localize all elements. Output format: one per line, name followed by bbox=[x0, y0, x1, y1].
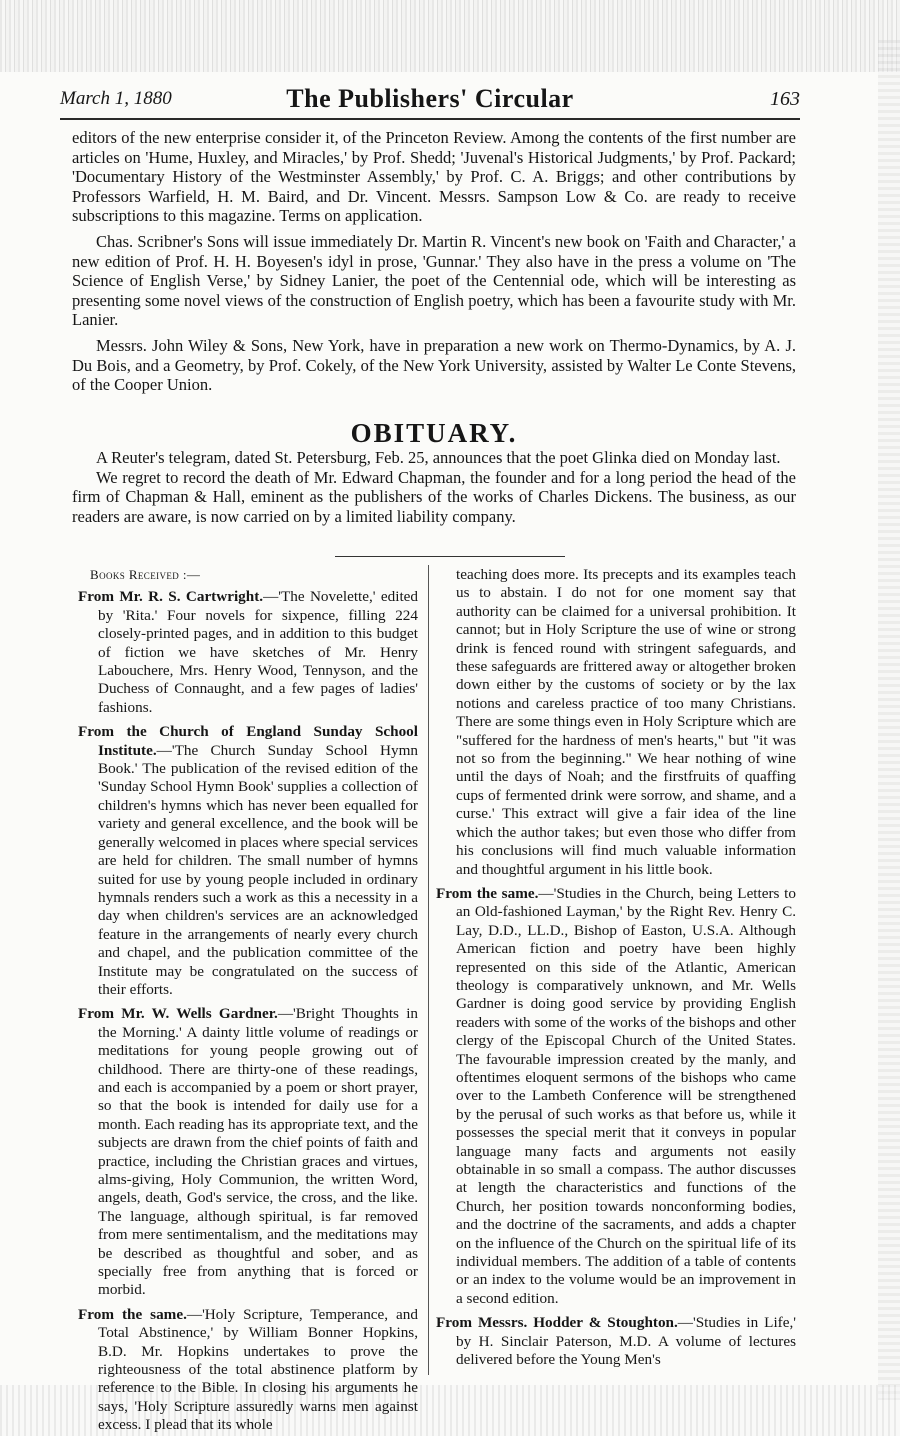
obituary-paragraph-1: A Reuter's telegram, dated St. Petersburg, Feb. 25, announces that the poet Glinka died on Monday last. bbox=[96, 448, 781, 467]
entry-text: —'The Novelette,' edited by 'Rita.' Four novels for sixpence, filling 224 closely-printed pages, and in addition to this budget of fiction we have sketches of Mr. Henry Labouchere, Mrs. Henry Wood, Tennyson, and the Duchess of Connaught, and a few pages of ladies' fashions. bbox=[98, 588, 418, 716]
header-date: March 1, 1880 bbox=[60, 88, 172, 109]
obituary-heading: OBITUARY. bbox=[350, 418, 518, 448]
intro-section bbox=[72, 128, 796, 395]
header-page-number: 163 bbox=[770, 88, 800, 110]
entry-source: From the same. bbox=[78, 1305, 187, 1323]
book-entry bbox=[78, 1005, 418, 1300]
entry-text: —'Bright Thoughts in the Morning.' A dainty little volume of readings or meditations for young people growing out of childhood. There are thirty-one of these readings, and each is accompanied by a poem or short prayer, so that the book is intended for daily use for a month. Each reading has its appropriate text, and the subjects are drawn from the chief points of faith and practice, including the Christian graces and virtues, alms-giving, Holy Communion, the written Word, angels, death, God's service, the cross, and the like. The language, although spiritual, is far removed from mere sentimentalism, and the meditations may be described as thoughtful and sober, and as specially free from anything that is forced or morbid. bbox=[98, 1005, 419, 1299]
book-entry bbox=[78, 588, 418, 717]
intro-paragraph-1: editors of the new enterprise consider it, of the Princeton Review. Among the contents of the first number are articles on 'Hume, Huxley, and Miracles,' by Prof. Shedd; 'Juvenal's Historical Judgments,' by Prof. Packard; 'Documentary History of the Westminster Assembly,' by Prof. C. A. Briggs; and other contributions by Professors Warfield, H. M. Baird, and Dr. Vincent. Messrs. Sampson Low & Co. are ready to receive subscriptions to this magazine. Terms on application. bbox=[72, 128, 796, 226]
entry-source: From the Church of England Sunday School Institute. bbox=[78, 723, 418, 759]
obituary-section bbox=[72, 448, 796, 526]
scan-right-gutter bbox=[878, 40, 900, 1400]
obituary-paragraph-2: We regret to record the death of Mr. Edward Chapman, the founder and for a long period the head of the firm of Chapman & Hall, eminent as the publishers of the works of Charles Dickens. The business, as our readers are aware, is now carried on by a limited liability company. bbox=[72, 467, 796, 526]
book-entry bbox=[436, 885, 796, 1308]
book-entry bbox=[78, 723, 418, 999]
left-column bbox=[78, 566, 418, 1441]
book-entry bbox=[436, 1314, 796, 1369]
intro-paragraph-2: Chas. Scribner's Sons will issue immediately Dr. Martin R. Vincent's new book on 'Faith and Character,' a new edition of Prof. H. H. Boyesen's idyl in prose, 'Gunnar.' They also have in the press a volume on 'The Science of English Verse,' by Sidney Lanier, the poet of the Centennial ode, which will be interesting as presenting some novel views of the construction of English poetry, which has been a favourite study with Mr. Lanier. bbox=[72, 231, 796, 330]
entry-source: From the same. bbox=[436, 884, 539, 902]
section-rule bbox=[335, 556, 565, 557]
entry-text: —'The Church Sunday School Hymn Book.' The publication of the revised edition of the 'Sunday School Hymn Book' supplies a collection of children's hymns which has never been equalled for variety and general excellence, and the book will be generally welcomed in places where special services are held for children. The small number of hymns suited for use by young people included in ordinary hymnals renders such a work as this a necessity in a day when children's services are an acknowledged feature in the arrangements of nearly every church and chapel, and the publication committee of the Institute may be congratulated on the success of their efforts. bbox=[98, 741, 418, 998]
entry-text: —'Studies in Life,' by H. Sinclair Paterson, M.D. A volume of lectures delivered before the Young Men's bbox=[456, 1314, 796, 1369]
entry-source: From Messrs. Hodder & Stoughton. bbox=[436, 1314, 678, 1332]
books-received-label: Books Received :— bbox=[90, 567, 201, 582]
entry-text: teaching does more. Its precepts and its examples teach us to abstain. I do not for one moment say that authority can be claimed for a universal prohibition. It cannot; but in Holy Scripture the use of wine or strong drink is fenced round with stringent safeguards, and these safeguards are frittered away or altogether broken down either by the customs of society or by the lax notions and careless practice of too many Christians. There are some things even in Holy Scripture which are "suffered for the hardness of men's hearts," but "it was not so from the beginning." We hear nothing of wine until the days of Noah; and the firstfruits of quaffing cups of fermented drink were sorrow, and shame, and a curse.' This extract will give a fair idea of the line which the author takes; but even those who differ from his conclusions will find much valuable information and thoughtful argument in his little book. bbox=[456, 566, 796, 878]
header-title: The Publishers' Circular bbox=[286, 84, 574, 113]
page-header bbox=[60, 82, 800, 120]
book-entry-continued bbox=[436, 566, 796, 879]
right-column bbox=[436, 566, 796, 1375]
scan-top-edge bbox=[0, 0, 900, 72]
column-divider bbox=[428, 565, 429, 1375]
entry-text: —'Holy Scripture, Temperance, and Total Abstinence,' by William Bonner Hopkins, B.D. Mr. Hopkins undertakes to prove the righteousness of the total abstinence platform by reference to the Bible. In closing his arguments he says, 'Holy Scripture assuredly warns men against excess. I plead that its whole bbox=[98, 1305, 418, 1434]
entry-source: From Mr. R. S. Cartwright. bbox=[78, 588, 264, 606]
intro-paragraph-3: Messrs. John Wiley & Sons, New York, have in preparation a new work on Thermo-Dynamics, by A. J. Du Bois, and a Geometry, by Prof. Cokely, of the New York University, assisted by Walter Le Conte Stevens, of the Cooper Union. bbox=[72, 335, 796, 395]
entry-source: From Mr. W. Wells Gardner. bbox=[78, 1005, 278, 1023]
entry-text: —'Studies in the Church, being Letters to an Old-fashioned Layman,' by the Right Rev. Henry C. Lay, D.D., LL.D., Bishop of Easton, U.S.A. Although American fiction and poetry have been highly represented on this side of the Atlantic, American theology is comparatively unknown, and Mr. Wells Gardner is doing good service by providing English readers with some of the works of the bishops and other clergy of the Episcopal Church of the United States. The favourable impression created by the manly, and oftentimes eloquent sermons of the bishops who came over to the Lambeth Conference will be strengthened by the perusal of such works as that before us, while it possesses the special merit that it conveys in popular language many facts and arguments not easily obtainable in so small a compass. The author discusses at length the characteristics and functions of the Church, her position towards nonconforming bodies, and the doctrine of the sacraments, and adds a chapter on the influence of the Church on the spiritual life of its individual members. The addition of a table of contents or an index to the volume would be an improvement in a second edition. bbox=[456, 884, 796, 1307]
book-entry bbox=[78, 1306, 418, 1435]
